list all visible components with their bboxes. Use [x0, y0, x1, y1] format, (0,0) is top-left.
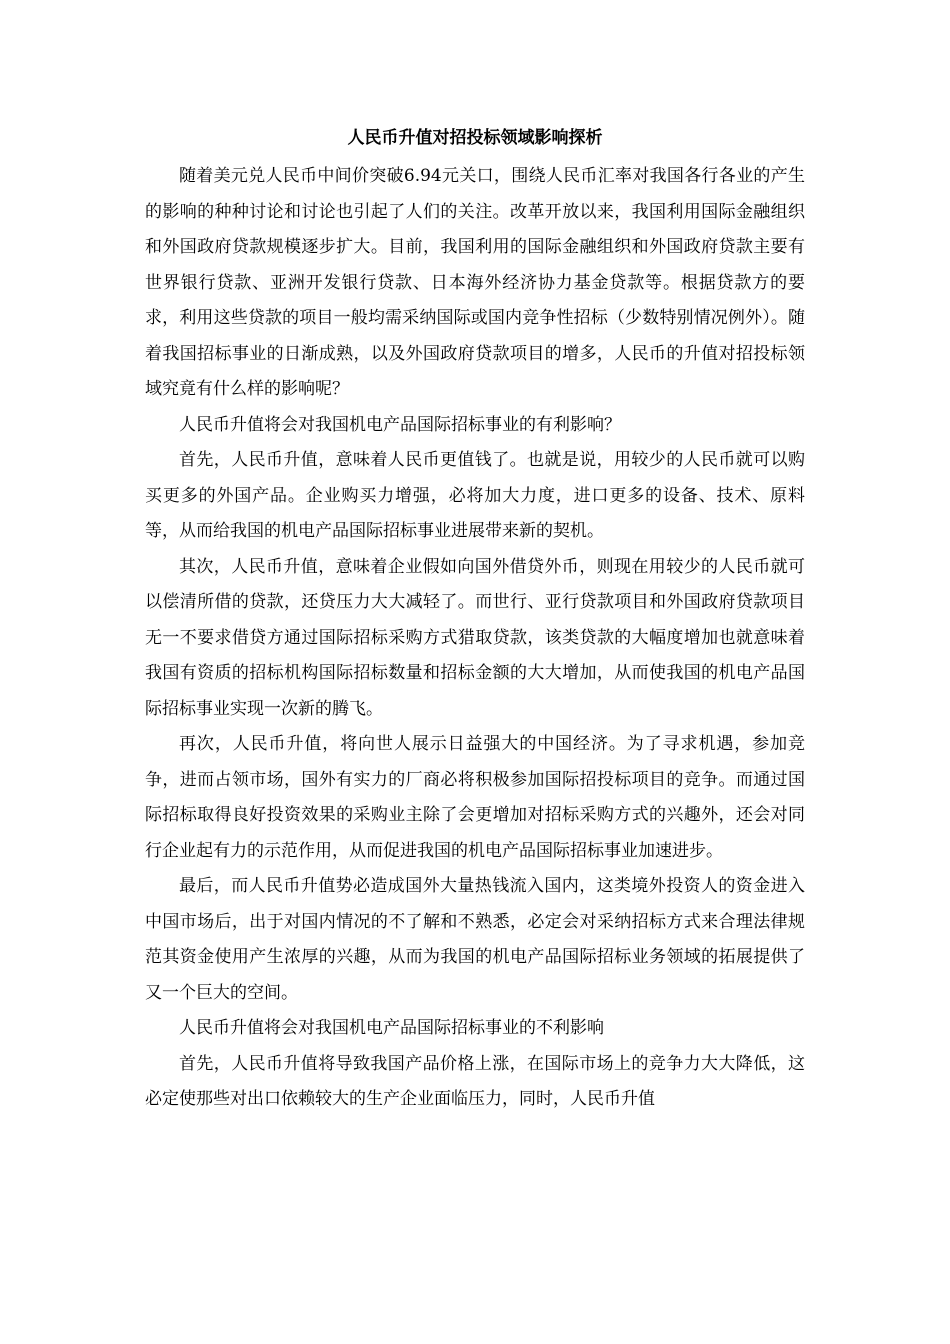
document-body	[145, 123, 805, 1118]
advantages-heading: 人民币升值将会对我国机电产品国际招标事业的有利影响？	[179, 414, 621, 435]
disadvantages-heading: 人民币升值将会对我国机电产品国际招标事业的不利影响	[179, 1018, 604, 1038]
intro-paragraph: 随着美元兑人民币中间价突破6.94元关口，围绕人民币汇率对我国各行各业的产生的影响的种种讨论和讨论也引起了人们的关注。改革开放以来，我国利用国际金融组织和外国政府贷款规模逐步扩大。目前，我国利用的国际金融组织和外国政府贷款主要有世界银行贷款、亚洲开发银行贷款、日本海外经济协力基金贷款等。根据贷款方的要求，利用这些贷款的项目一般均需采纳国际或国内竞争性招标（少数特别情况例外）。随着我国招标事业的日渐成熟，以及外国政府贷款项目的增多，人民币的升值对招投标领域究竟有什么样的影响呢？	[145, 166, 805, 399]
document-title: 人民币升值对招投标领域影响探析	[347, 128, 603, 148]
advantage-paragraph-last: 最后，而人民币升值势必造成国外大量热钱流入国内，这类境外投资人的资金进入中国市场后，出于对国内情况的不了解和不熟悉，必定会对采纳招标方式来合理法律规范其资金使用产生浓厚的兴趣，从而为我国的机电产品国际招标业务领域的拓展提供了又一个巨大的空间。	[145, 876, 805, 1003]
advantage-paragraph-third: 再次，人民币升值，将向世人展示日益强大的中国经济。为了寻求机遇，参加竞争，进而占领市场，国外有实力的厂商必将积极参加国际招投标项目的竞争。而通过国际招标取得良好投资效果的采购业主除了会更增加对招标采购方式的兴趣外，还会对同行企业起有力的示范作用，从而促进我国的机电产品国际招标事业加速进步。	[145, 734, 805, 861]
advantage-paragraph-first: 首先，人民币升值，意味着人民币更值钱了。也就是说，用较少的人民币就可以购买更多的外国产品。企业购买力增强，必将加大力度，进口更多的设备、技术、原料等，从而给我国的机电产品国际招标事业进展带来新的契机。	[145, 450, 805, 541]
advantage-paragraph-second: 其次，人民币升值，意味着企业假如向国外借贷外币，则现在用较少的人民币就可以偿清所借的贷款，还贷压力大大减轻了。而世行、亚行贷款项目和外国政府贷款项目无一不要求借贷方通过国际招标采购方式猎取贷款，该类贷款的大幅度增加也就意味着我国有资质的招标机构国际招标数量和招标金额的大大增加，从而使我国的机电产品国际招标事业实现一次新的腾飞。	[145, 556, 805, 719]
disadvantage-paragraph-first: 首先，人民币升值将导致我国产品价格上涨，在国际市场上的竞争力大大降低，这必定使那些对出口依赖较大的生产企业面临压力，同时，人民币升值	[145, 1053, 805, 1109]
